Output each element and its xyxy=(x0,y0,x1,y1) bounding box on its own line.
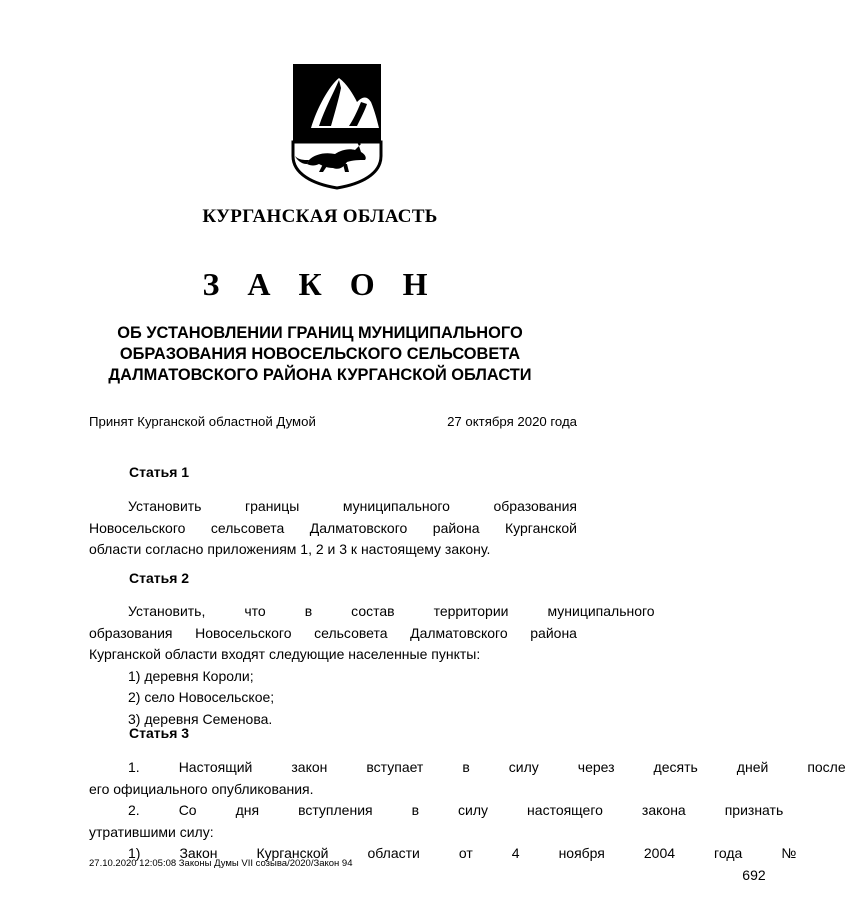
word: Новосельского xyxy=(89,519,186,536)
word: 4 xyxy=(511,845,520,861)
word: года xyxy=(714,845,743,861)
word: настоящего xyxy=(527,802,603,818)
article-3-heading: Статья 3 xyxy=(129,725,190,741)
word: муниципального xyxy=(547,603,655,619)
word: ноября xyxy=(558,845,605,861)
word: 2. xyxy=(128,802,140,818)
word: Установить, xyxy=(128,603,206,619)
document-type: З А К О Н xyxy=(202,266,438,302)
article-1-heading: Статья 1 xyxy=(129,464,190,480)
article-2-line xyxy=(89,623,577,645)
word: в xyxy=(462,759,470,775)
word: сельсовета xyxy=(314,624,388,641)
law-title-line: ОБ УСТАНОВЛЕНИИ ГРАНИЦ МУНИЦИПАЛЬНОГО xyxy=(117,324,523,342)
word: Курганской xyxy=(505,519,577,536)
word: состав xyxy=(351,603,395,619)
word: десять xyxy=(653,759,698,775)
word: силу xyxy=(458,802,489,818)
article-2-heading: Статья 2 xyxy=(129,570,190,586)
settlement-item: 2) село Новосельское; xyxy=(128,689,275,705)
law-title-line: ДАЛМАТОВСКОГО РАЙОНА КУРГАНСКОЙ ОБЛАСТИ xyxy=(108,366,532,384)
word: Новосельского xyxy=(195,624,292,641)
word: Закон xyxy=(179,845,218,861)
adoption-row xyxy=(89,414,577,429)
word: области xyxy=(367,845,420,861)
article-1-line: области согласно приложениям 1, 2 и 3 к настоящему закону. xyxy=(89,541,491,557)
article-3-line xyxy=(89,800,784,822)
word: вступает xyxy=(366,759,424,775)
word: 1) xyxy=(128,845,141,861)
word: 2004 xyxy=(643,845,676,861)
law-title xyxy=(60,323,580,386)
article-3-line xyxy=(89,757,846,779)
word: Установить xyxy=(128,498,202,514)
word: дня xyxy=(235,802,260,818)
adopted-by: Принят Курганской областной Думой xyxy=(89,414,316,429)
article-2-line: Курганской области входят следующие населенные пункты: xyxy=(89,646,481,662)
article-3-line: утратившими силу: xyxy=(89,823,214,840)
adoption-date: 27 октября 2020 года xyxy=(447,414,577,429)
word: в xyxy=(411,802,420,818)
word: Со xyxy=(178,802,197,818)
word: № 692 xyxy=(742,845,797,883)
word: закон xyxy=(291,759,328,775)
word: Настоящий xyxy=(178,759,253,775)
word: вступления xyxy=(298,802,373,818)
law-title-line: ОБРАЗОВАНИЯ НОВОСЕЛЬСКОГО СЕЛЬСОВЕТА xyxy=(119,345,521,363)
word: сельсовета xyxy=(210,519,285,536)
word: района xyxy=(432,519,480,536)
word: 1. xyxy=(128,759,140,775)
word: от xyxy=(458,845,473,861)
word: Курганской xyxy=(256,845,329,861)
word: что xyxy=(244,603,266,619)
document-footer: 27.10.2020 12:05:08 Законы Думы VII созыва/2020/Закон 94 xyxy=(89,858,353,869)
settlement-item: 3) деревня Семенова. xyxy=(128,710,273,727)
word: Далматовского xyxy=(410,624,508,641)
word: границы xyxy=(245,498,300,514)
word: Далматовского xyxy=(309,519,408,536)
word: после xyxy=(807,759,846,775)
word: образования xyxy=(89,624,173,641)
article-1-line xyxy=(89,518,577,540)
region-name: КУРГАНСКАЯ ОБЛАСТЬ xyxy=(202,206,438,227)
word: территории xyxy=(433,603,509,619)
settlement-item: 1) деревня Короли; xyxy=(128,667,254,684)
word: дней xyxy=(736,759,769,775)
article-2-text xyxy=(89,601,655,730)
article-3-line: его официального опубликования. xyxy=(89,780,314,797)
word: муниципального xyxy=(342,498,450,514)
word: района xyxy=(530,624,577,641)
article-2-line xyxy=(89,601,655,623)
word: силу xyxy=(508,759,539,775)
article-1-text xyxy=(89,496,577,561)
word: образования xyxy=(493,498,577,514)
word: в xyxy=(304,603,313,619)
word: через xyxy=(577,759,615,775)
article-1-line xyxy=(89,496,577,518)
word: закона xyxy=(641,802,686,818)
kurgan-coat-of-arms-icon xyxy=(283,60,391,190)
word: признать xyxy=(724,802,784,818)
